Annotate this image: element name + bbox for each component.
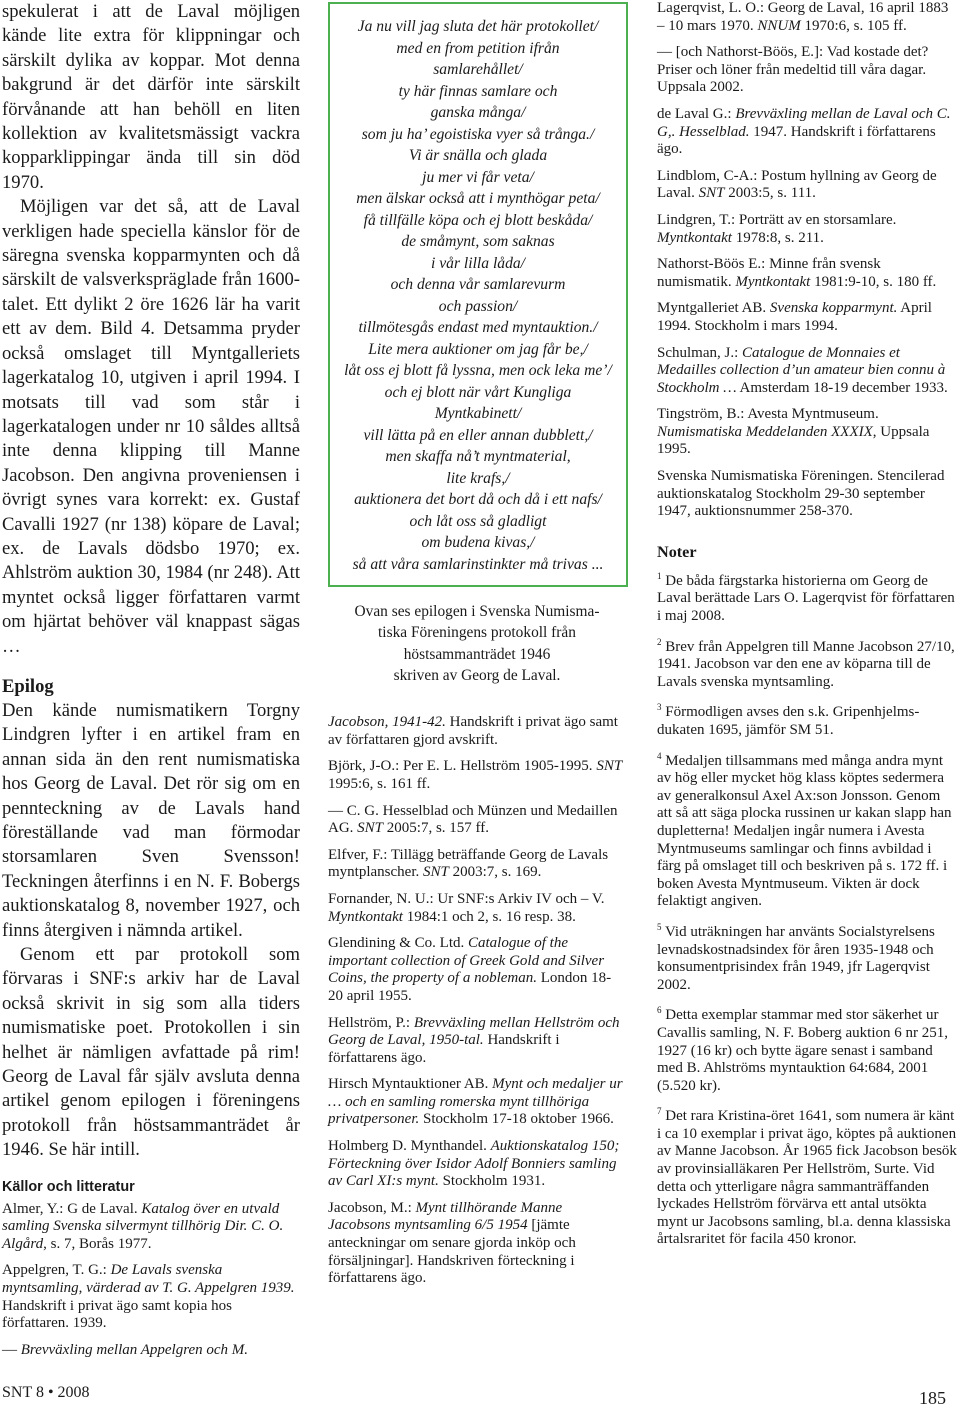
reference-tail-text: Stockholm 17-18 oktober 1966. [419,1111,614,1128]
reference-italic-text: Myntkontakt [328,908,403,925]
poem-line: lite krafs,/ [446,469,510,487]
poem-line: om budena kivas,/ [421,534,535,551]
footnote-text: Detta exemplar stammar med stor säkerhet ur Cavallis samling, N. F. Boberg auktion 6 nr 251, 1927 (16 kr) och bytte ägare senast i samband med B. Ahlströms myntauktion 64:684, 2001 (5.520 kr). [657,1007,949,1094]
reference-italic-text: Brevväxling mellan Hellström och Georg de Laval, 1950-tal. [328,1014,620,1049]
reference-tail-text: London 18-20 april 1955. [328,970,612,1004]
poem-line: auktionera det bort då och då i ett nafs/ [354,491,602,508]
reference-tail-text: 1995:6, s. 161 ff. [328,775,431,792]
reference-tail-text: Handskrift i författarens ägo. [328,1032,560,1066]
reference-tail-text: 1970:6, s. 105 ff. [800,17,907,34]
poem-text [340,16,616,575]
reference-tail-text: Stockholm 1931. [438,1173,546,1190]
reference-italic-text: Myntkontakt [735,273,811,290]
reference-item [657,256,957,291]
notes-heading: Noter [657,542,697,561]
reference-item [328,1200,626,1288]
reference-tail-text: , Uppsala 1995. [657,423,930,458]
column-middle [328,0,626,1297]
footnote-text: Medaljen tillsammans med många andra mynt av hög eller mycket hög klass köptes sedermera av generalkonsul Axel Ax:son Jonsson. Genom att så att säga plocka russinen ur kakan slapp han dupletterna! Medaljen ingår numera i Avesta Myntmuseums samlingar och finns avbildad i färg på omslaget till och beskriven på s. 172 ff. i boken Avesta Myntmuseum. Vikten är dock felaktigt angiven. [657,752,952,910]
footnote-number: 5 [657,921,662,932]
reference-normal-text: Svenska Numismatiska Föreningen. Stencilerad auktionskatalog Stockholm 29-30 september 1947, auktionsnummer 258-370. [657,468,945,520]
reference-normal-text: Lagerqvist, L. O.: Georg de Laval, 16 april 1883 – 10 mars 1970. [657,0,949,34]
reference-tail-text: Handskrift i privat ägo samt av författaren gjord avskrift. [328,714,618,748]
reference-tail-text: 2003:7, s. 169. [448,864,542,881]
reference-item [2,1342,300,1360]
footnote [657,568,957,626]
footnote-number: 7 [657,1106,662,1117]
reference-italic-text: De Lavals svenska myntsamling, värderad av T. G. Appelgren 1939. [2,1262,295,1297]
poem-line: Lite mera auktioner om jag får be,/ [368,340,588,358]
reference-italic-text: Mynt och medaljer ur … och en samling romerska mynt tillhöriga privatpersoner. [328,1076,623,1128]
poem-line: samlarehållet/ [433,61,523,78]
reference-item [657,44,957,97]
reference-item [328,803,626,838]
footnote [657,1103,957,1249]
footer-journal-issue: SNT 8 • 2008 [2,1384,90,1401]
reference-item [328,1015,626,1068]
footnote-text: Vid uträkningen har använts Socialstyrelsens levnadskostnadsindex för åren 1935-1948 och konsumentprisindex från 1949, jfr Lagerqvist 2002. [657,923,935,993]
poem-line: med en from petition ifrån [396,39,560,57]
footnote-number: 2 [657,636,662,647]
reference-italic-text: Katalog över en utvald samling Svenska silvermynt tillhörig Dir. C. O. Algård [2,1200,284,1252]
caption-line: höstsammanträdet 1946 [403,645,551,663]
reference-normal-text: Fornander, N. U.: Ur SNF:s Arkiv IV och – V. [328,890,605,907]
reference-normal-text: Glendining & Co. Ltd. [328,935,468,952]
body-paragraph: spekulerat i att de Laval möjligen kände lite extra för klippningar och särskilt dylika av koppar. Mot denna bakgrund är det därför inte särskilt förvånande att han behöll en liten kollektion av kvalitetsmässigt vackra kopparklippingar ända till sin död 1970. [2,1,300,193]
reference-italic-text: Auktionskatalog 150; Förteckning över Isidor Adolf Bonniers samling av Carl XI:s mynt. [328,1138,620,1190]
footnote [657,919,957,994]
poem-line: Vi är snälla och glada [408,147,548,164]
poem-line: så att våra samlarinstinkter må trivas ... [352,555,604,573]
reference-normal-text: de Laval G.: [657,105,736,122]
reference-tail-text: , s. 7, Borås 1977. [43,1235,152,1252]
reference-normal-text: Holmberg D. Mynthandel. [328,1138,491,1155]
poem-line: låt oss ej blott få lyssna, men ock leka me’/ [344,362,612,379]
poem-line: som ju ha’ egoistiska vyer så trånga./ [361,125,595,143]
reference-item [657,345,957,398]
reference-italic-text: Catalogue of the important collection of Greek Gold and Silver Coins, the property of a nobleman. [328,935,605,987]
footnote-number: 4 [657,750,662,761]
reference-item [657,106,957,159]
reference-tail-text: Amsterdam 18-19 december 1933. [736,379,948,396]
poem-line: tillmötesgås endast med myntauktion./ [358,319,598,336]
footnote [657,699,957,739]
reference-italic-text: Jacobson, 1941-42. [328,714,446,731]
reference-tail-text: 1947. Handskrift i författarens ägo. [657,123,936,158]
reference-italic-text: Brevväxling mellan Appelgren och M. [20,1341,249,1358]
poem-line: och ej blott när vårt Kungliga [384,383,572,401]
reference-item [657,0,957,35]
reference-tail-text: 1984:1 och 2, s. 16 resp. 38. [402,908,576,925]
reference-normal-text: Tingström, B.: Avesta Myntmuseum. [657,406,879,423]
reference-normal-text: Lindblom, C-A.: Postum hyllning av Georg de Laval. [657,167,937,202]
footnote-text: Brev från Appelgren till Manne Jacobson 27/10, 1941. Jacobson var den ene av köparna till de Lavals svenska myntsamling. [657,638,955,690]
reference-italic-text: NNUM [757,17,801,34]
reference-item [657,168,957,203]
poem-line: vill lätta på en eller annan dubblett,/ [363,426,593,444]
reference-normal-text: Hellström, P.: [328,1014,414,1031]
reference-italic-text: SNT [596,758,623,775]
reference-item [2,1262,300,1332]
poem-line: ju mer vi får veta/ [422,168,534,186]
reference-item [328,758,626,793]
reference-normal-text: Nathorst-Böös E.: Minne från svensk numismatik. [657,256,881,290]
poem-line: och låt oss så gladligt [409,512,547,530]
reference-italic-text: Catalogue de Monnaies et Medailles collection d’un amateur bien connu à Stockholm … [657,344,946,396]
footnote [657,748,957,911]
reference-normal-text: — [2,1341,21,1358]
footnote-text: Förmodligen avses den s.k. Gripenhjelms-dukaten 1695, jämför SM 51. [657,704,920,738]
epilog-heading: Epilog [2,675,54,697]
reference-item [328,847,626,882]
reference-italic-text: Svenska kopparmynt. [769,300,898,317]
poem-line: men skaffa nå’t myntmaterial, [385,448,571,465]
body-paragraph: Den kände numismatikern Torgny Lindgren lyfter i en artikel fram en annan sida än den rent numismatiska hos Georg de Laval. Det rör sig om en pennteckning av de Lavals hand föreställande vad man förmodar storsamlaren Sven Svensson! Teckningen återfinns i en N. F. Bobergs auktionskatalog 8, november 1927, och finns återgiven i nämnda artikel. [2,699,300,941]
reference-item [328,891,626,926]
reference-normal-text: Almer, Y.: G de Laval. [2,1200,142,1217]
page-number: 185 [919,1388,946,1408]
reference-item [328,935,626,1005]
reference-tail-text: April 1994. Stockholm i mars 1994. [657,300,932,334]
reference-tail-text: [jämte anteckningar om senare gjorda inköp och försäljningar]. Handskriven förteckning i författarens ägo. [328,1217,576,1287]
notes-list [657,568,957,1249]
reference-normal-text: Hirsch Myntauktioner AB. [328,1076,493,1093]
poem-line: Myntkabinett/ [434,405,522,422]
reference-tail-text: 1981:9-10, s. 180 ff. [810,273,937,290]
reference-italic-text: SNT [422,864,449,881]
poem-line: i vår lilla låda/ [431,254,525,272]
reference-tail-text: 1978:8, s. 211. [731,229,824,246]
poem-line: få tillfälle köpa och ej blott beskåda/ [363,211,593,229]
reference-normal-text: Jacobson, M.: [328,1199,416,1216]
reference-item [657,406,957,459]
reference-item [657,300,957,335]
reference-italic-text: SNT [357,820,384,837]
reference-tail-text: Handskrift i privat ägo samt kopia hos författaren. 1939. [2,1297,232,1332]
reference-item [328,1138,626,1191]
column-left [2,0,300,1368]
caption-line: Ovan ses epilogen i Svenska Numisma- [354,603,600,620]
reference-list [657,0,957,521]
footnote-text: Det rara Kristina-öret 1641, som numera är känt i ca 10 exemplar i privat ägo, köptes på auktionen av Manne Jacobson. År 1965 fick Jacobson besök av provinsialläkaren Per Hellström, Surte. Vid detta och ytterligare några sammanträffanden lyckades Hellström förvärva ett antal utsökta mynt ur Jacobsons samling, bl.a. denna klassiska årtalsraritet för facila 450 kronor. [657,1108,957,1248]
poem-line: och passion/ [438,297,518,315]
poem-line: ty här finnas samlare och [398,82,558,100]
reference-tail-text: 2005:7, s. 157 ff. [383,820,490,837]
footnote-number: 3 [657,702,662,713]
caption-line: tiska Föreningens protokoll från [378,624,576,642]
reference-normal-text: — C. G. Hesselblad och Münzen und Medaillen AG. [328,802,618,837]
footnote-text: De båda färgstarka historierna om Georg de Laval berättade Lars O. Lagerqvist för författaren i maj 2008. [657,572,955,625]
poem-line: ganska många/ [430,104,526,121]
sources-heading: Källor och litteratur [2,1178,135,1195]
poem-box [328,2,628,587]
body-paragraph: Möjligen var det så, att de Laval verkligen hade speciella känslor för de säregna svenska kopparmynten och då särskilt de valsverkspräglade från 1600-talet. Ett dylikt 2 öre 1626 lär ha varit ett av dem. Bild 4. Detsamma pryder också omslaget till Myntgalleriets lagerkatalog 10, utgiven i april 1994. I motsats till vad som står i lagerkatalogen under nr 10 såldes alltså inte denna klipping till Manne Jacobson. Den angivna proveniensen i övrigt synes vara korrekt: ex. Gustaf Cavalli 1927 (nr 138) köpare de Laval; ex. de Lavals dödsbo 1970; ex. Ahlström auktion 30, 1984 (nr 248). Att myntet också ligger författaren varmt om hjärtat behöver väl knappast sägas … [2,196,300,657]
reference-italic-text: SNT [698,185,725,202]
reference-normal-text: Myntgalleriet AB. [657,300,770,317]
reference-normal-text: Appelgren, T. G.: [2,1262,111,1279]
footnote-number: 1 [657,570,662,581]
reference-item [328,1076,626,1129]
footnote-number: 6 [657,1005,662,1016]
reference-italic-text: Myntkontakt [657,229,732,246]
body-paragraph: Genom ett par protokoll som förvaras i SNF:s arkiv har de Laval också skrivit in sig som alla tiders numismatiske poet. Protokollen i sin helhet är nämligen avfattade på rim! Georg de Laval får själv avsluta denna artikel genom epilogen i föreningens protokoll från höstsammanträdet år 1946. Se här intill. [2,944,300,1161]
poem-line: men älskar också att i mynthögar peta/ [356,190,600,207]
poem-line: och denna vår samlarevurm [390,276,566,293]
reference-normal-text: — [och Nathorst-Böös, E.]: Vad kostade det? Priser och löner från medeltid till våra dagar. Uppsala 2002. [657,44,929,96]
reference-item [2,1201,300,1254]
reference-italic-text: Brevväxling mellan de Laval och C. G,. Hesselblad. [657,105,951,140]
poem-line: de småmynt, som saknas [401,233,555,250]
caption-line: skriven av Georg de Laval. [393,666,561,684]
footnote [657,634,957,692]
reference-normal-text: Lindgren, T.: Porträtt av en storsamlare. [657,211,897,228]
reference-item [328,714,626,749]
column-right [657,0,957,1257]
reference-item [657,212,957,247]
footnote [657,1002,957,1095]
reference-italic-text: Mynt tillhörande Manne Jacobsons myntsamling 6/5 1954 [328,1199,563,1234]
reference-list [328,714,626,1288]
reference-item [657,468,957,521]
reference-normal-text: Schulman, J.: [657,344,742,361]
reference-italic-text: Numismatiska Meddelanden XXXIX [657,423,873,440]
reference-normal-text: Elfver, F.: Tillägg beträffande Georg de Lavals myntplanscher. [328,846,609,881]
reference-normal-text: Björk, J-O.: Per E. L. Hellström 1905-1995. [328,758,597,775]
reference-list [2,1201,300,1360]
reference-tail-text: 2003:5, s. 111. [724,185,816,202]
poem-caption [328,601,626,686]
poem-line: Ja nu vill jag sluta det här protokollet/ [357,18,599,35]
